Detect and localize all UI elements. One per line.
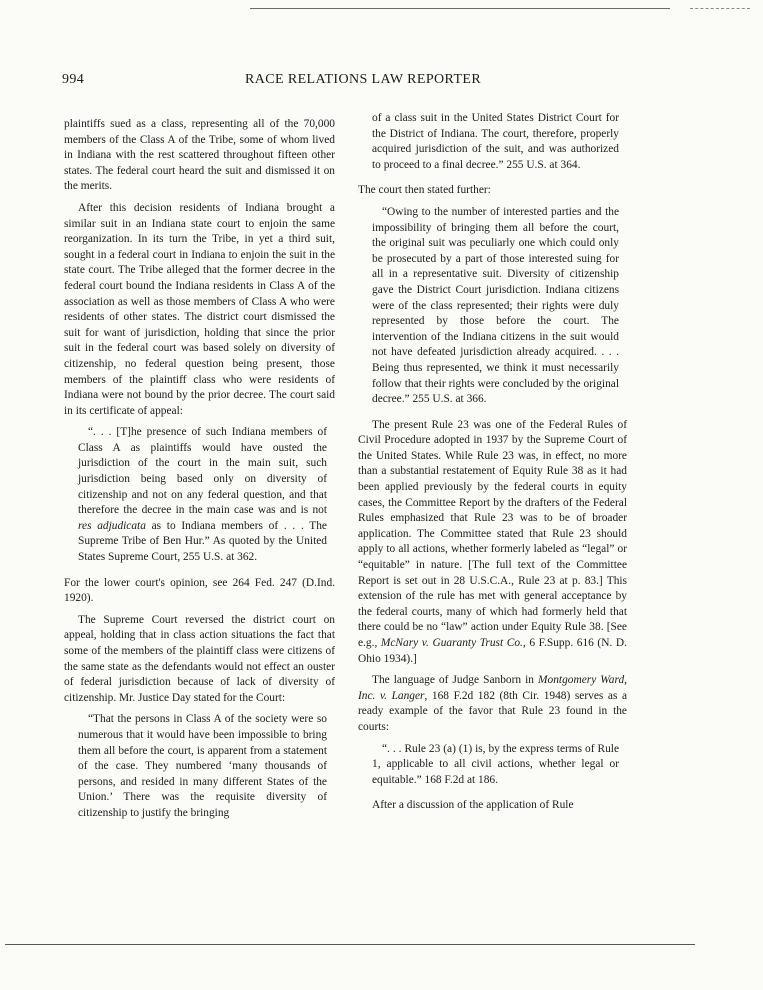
paragraph-text: The present Rule 23 was one of the Federal Rules of Civil Procedure adopted in 1937 by the Supreme Court of the United States. While Rule 23 was, in effect, no more than a substantial restatement of Equity Rule 38 as it had been applied previously by the federal courts in equity cases, the Committee Report by the drafters of the Federal Rules emphasized that Rule 23 was to be of broader application. The Committee stated that Rule 23 should apply to all actions, whether formerly labeled as “legal” or “equitable” in nature. [The full text of the Committee Report is set out in 28 U.S.C.A., Rule 23 at p. 83.] This extension of the rule has met with general acceptance by the federal courts, many of which had formerly held that there could be no “law” action under Equity Rule 38. [See e.g., bbox=[358, 418, 627, 649]
case-name-italic: McNary v. Guaranty Trust Co. bbox=[380, 637, 523, 649]
top-rule-dashed bbox=[690, 8, 750, 9]
paragraph: After this decision residents of Indiana brought a similar suit in an Indiana state court to enjoin the same reorganization. In its turn the Tribe, in yet a third suit, sought in a federal court in Indiana to enjoin the suit in the state court. The Tribe alleged that the former decree in the federal court bound the Indiana residents in Class A of the association as well as those members of Class A who were residents of other states. The district court dismissed the suit for want of jurisdiction, holding that since the prior suit in the federal court was based solely on diversity of citizenship, no federal question being present, those members of the plaintiff class who were residents of Indiana were not bound by the prior decree. The court said in its certificate of appeal: bbox=[64, 201, 335, 417]
running-title: RACE RELATIONS LAW REPORTER bbox=[245, 72, 482, 87]
paragraph bbox=[358, 673, 627, 735]
paragraph: After a discussion of the application of Rule bbox=[372, 799, 574, 812]
paragraph: The Supreme Court reversed the district court on appeal, holding that in class action situations the fact that some of the members of the plaintiff class were citizens of the same state as the defendants would not effect an ouster of federal jurisdiction because of lack of diversity of citizenship. Mr. Justice Day stated for the Court: bbox=[64, 613, 335, 704]
block-quote: “That the persons in Class A of the society were so numerous that it would have been impossible to bring them all before the court, is apparent from a statement of the case. They numbered ‘many thousands of persons, and resided in many different States of the Union.’ There was the requisite diversity of citizenship to justify the bringing bbox=[78, 713, 327, 819]
right-column bbox=[358, 111, 627, 820]
paragraph-text: The language of Judge Sanborn in bbox=[372, 674, 539, 687]
block-quote bbox=[78, 425, 335, 565]
paragraph: plaintiffs sued as a class, representing all of the 70,000 members of the Class A of the Tribe, some of whom lived in Indiana with the rest scattered throughout fifteen other states. The federal court heard the suit and dismissed it on the merits. bbox=[64, 118, 335, 193]
quote-italic: res adjudicata bbox=[78, 519, 146, 532]
block-quote: “. . . Rule 23 (a) (1) is, by the express terms of Rule 1, applicable to all civil actions, whether legal or equitable.” 168 F.2d at 186. bbox=[372, 742, 619, 786]
paragraph: The court then stated further: bbox=[358, 184, 491, 197]
paragraph bbox=[358, 418, 627, 668]
quote-text: “. . . [T]he presence of such Indiana members of Class A as plaintiffs would have ousted the jurisdiction of the court in the main suit, such jurisdiction being based only on diversity of citizenship and not on any federal question, and that therefore the decree in the main case was and is not bbox=[78, 426, 327, 517]
bottom-rule bbox=[5, 944, 695, 945]
case-name-italic: Montgomery Ward, Inc. v. Langer bbox=[358, 674, 627, 702]
paragraph-text: , 168 F.2d 182 (8th Cir. 1948) serves as a ready example of the favor that Rule 23 found in the courts: bbox=[358, 689, 627, 733]
paragraph: For the lower court's opinion, see 264 Fed. 247 (D.Ind. 1920). bbox=[64, 576, 335, 605]
top-rule bbox=[250, 8, 670, 9]
block-quote: “Owing to the number of interested parties and the impossibility of bringing them all before the court, the original suit was peculiarly one which could only be prosecuted by a part of those interested suing for all in a representative suit. Diversity of citizenship gave the District Court jurisdiction. Indiana citizens were of the class represented; their rights were duly represented by those before the court. The intervention of the Indiana citizens in the suit would not have defeated jurisdiction already acquired. . . . Being thus represented, we think it must necessarily follow that their rights were concluded by the original decree.” 255 U.S. at 366. bbox=[372, 205, 619, 406]
page-number: 994 bbox=[62, 72, 85, 87]
paragraph-text: , 6 F.Supp. 616 (N. D. Ohio 1934).] bbox=[358, 637, 627, 665]
quote-text: as to Indiana members of . . . The Supreme Tribe of Ben Hur.” As quoted by the United States Supreme Court, 255 U.S. at 362. bbox=[78, 519, 327, 564]
block-quote-continued: of a class suit in the United States District Court for the District of Indiana. The court, therefore, properly acquired jurisdiction of the suit, and was authorized to proceed to a final decree.” 255 U.S. at 364. bbox=[372, 112, 619, 171]
left-column bbox=[64, 117, 335, 832]
page-header bbox=[62, 72, 702, 90]
